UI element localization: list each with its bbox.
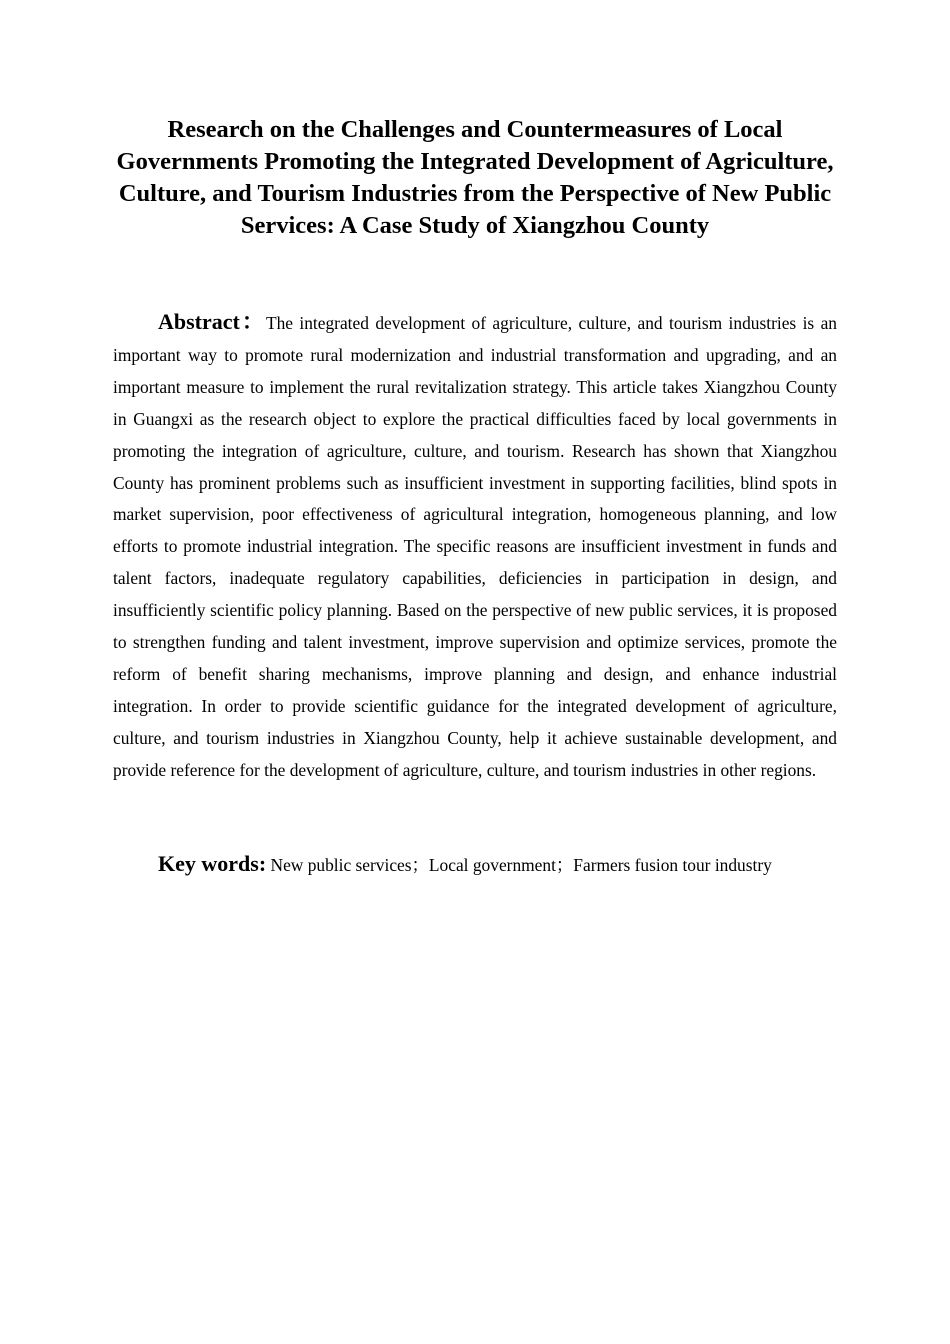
keywords-text: New public services；Local government；Farmers fusion tour industry [270,855,772,875]
abstract-text: The integrated development of agriculture, culture, and tourism industries is an important way to promote rural modernization and industrial transformation and upgrading, and an important measure to implement the rural revitalization strategy. This article takes Xiangzhou County in Guangxi as the research object to explore the practical difficulties faced by local governments in promoting the integration of agriculture, culture, and tourism. Research has shown that Xiangzhou County has prominent problems such as insufficient investment in supporting facilities, blind spots in market supervision, poor effectiveness of agricultural integration, homogeneous planning, and low efforts to promote industrial integration. The specific reasons are insufficient investment in funds and talent factors, inadequate regulatory capabilities, deficiencies in participation in design, and insufficiently scientific policy planning. Based on the perspective of new public services, it is proposed to strengthen funding and talent investment, improve supervision and optimize services, promote the reform of benefit sharing mechanisms, improve planning and design, and enhance industrial integration. In order to provide scientific guidance for the integrated development of agriculture, culture, and tourism industries in Xiangzhou County, help it achieve sustainable development, and provide reference for the development of agriculture, culture, and tourism industries in other regions. [113,313,837,780]
keywords-paragraph [113,848,837,881]
paper-title: Research on the Challenges and Countermeasures of Local Governments Promoting the Integrated Development of Agriculture, Culture, and Tourism Industries from the Perspective of New Public Services: A Case Study of Xiangzhou County [116,116,834,239]
keywords-label: Key words: [158,851,267,876]
abstract-label: Abstract： [158,309,266,334]
abstract-paragraph [113,306,837,787]
